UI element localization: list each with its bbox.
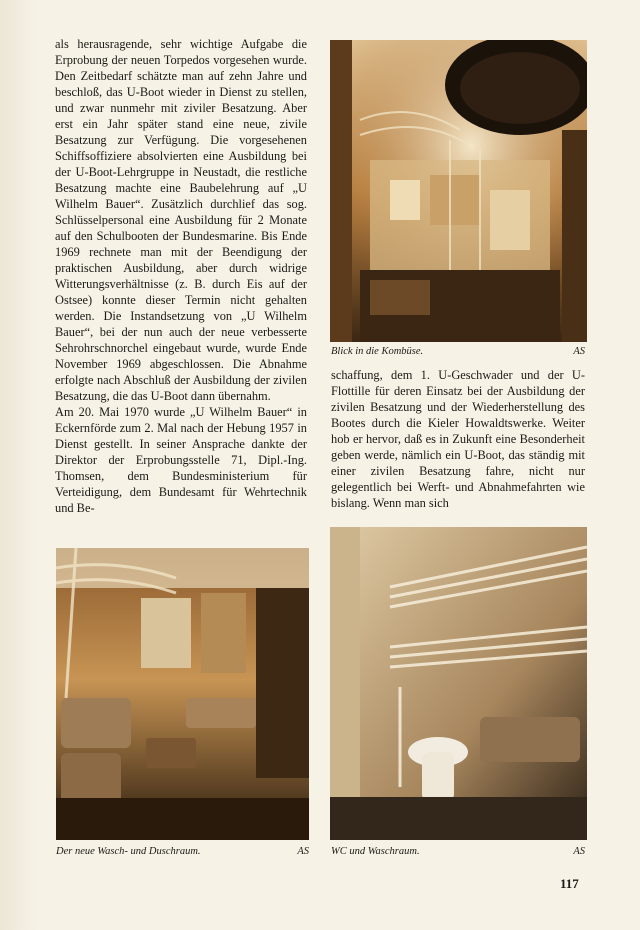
text-column-left (55, 36, 307, 516)
photo-wasch-duschraum (56, 548, 309, 840)
caption-wasch (56, 846, 309, 858)
caption-credit: AS (573, 346, 585, 357)
page-number: 117 (560, 876, 579, 891)
paragraph-3: schaffung, dem 1. U-Geschwader und der U-Flottille für deren Einsatz bei der Ausbildung der zivilen Besatzung und der Wiederherstellung des Bootes durch die Kieler Howaldtswerke. Weiter hob er hervor, daß es in Zukunft eine Besonderheit geben werde, nämlich ein U-Boot, das ständig mit einer zivilen Besatzung fahre, nicht nur gelegentlich bei Werft- und Abnahmefahrten wie bislang. Wenn man sich (331, 368, 585, 510)
caption-kombuese (331, 346, 585, 358)
paragraph-1: als herausragende, sehr wichtige Aufgabe die Erprobung der neuen Torpedos vorgesehen wurde. Den Zeitbedarf schätzte man auf zehn Jahre und beschloß, das U-Boot wieder in Dienst zu stellen, und zwar nunmehr mit ziviler Besatzung. Aber erst ein Jahr später stand eine neue, zivile Besatzung zur Verfügung. Die vorgesehenen Schiffsoffiziere absolvierten eine Ausbildung bei der U-Boot-Lehrgruppe in Neustadt, die restliche Besatzung machte eine Baubelehrung auf „U Wilhelm Bauer“. Zusätzlich durchlief das sog. Schlüsselpersonal eine Ausbildung für 2 Monate auf den Schulbooten der Bundesmarine. Bis Ende 1969 rechnete man mit der Beendigung der praktischen Ausbildung, aber durch widrige Witterungsverhältnisse (z. B. durch Eis auf der Ostsee) konnte dieser Termin nicht gehalten werden. Die Instandsetzung von „U Wilhelm Bauer“, bei der nun auch der neue verbesserte Sehrohrschnorchel eingebaut wurde, wurde Ende November 1969 abgeschlossen. Die Abnahme erfolgte nach Abschluß der Ausbildung der zivilen Besatzung, die das U-Boot dann übernahm. (55, 37, 307, 403)
caption-text: WC und Waschraum. (331, 846, 420, 857)
caption-text: Blick in die Kombüse. (331, 346, 424, 357)
caption-credit: AS (297, 846, 309, 857)
paragraph-2: Am 20. Mai 1970 wurde „U Wilhelm Bauer“ in Eckernförde zum 2. Mal nach der Hebung 1957 in Dienst gestellt. In seiner Ansprache dankte der Direktor der Erprobungsstelle 71, Dipl.-Ing. Thomsen, dem Bundesministerium für Verteidigung, dem Bundesamt für Wehrtechnik und Be- (55, 405, 307, 515)
caption-text: Der neue Wasch- und Duschraum. (56, 846, 201, 857)
text-column-right (331, 367, 585, 511)
caption-wc (331, 846, 585, 858)
caption-credit: AS (573, 846, 585, 857)
photo-wc-waschraum (330, 527, 587, 840)
photo-kombuese (330, 40, 587, 342)
